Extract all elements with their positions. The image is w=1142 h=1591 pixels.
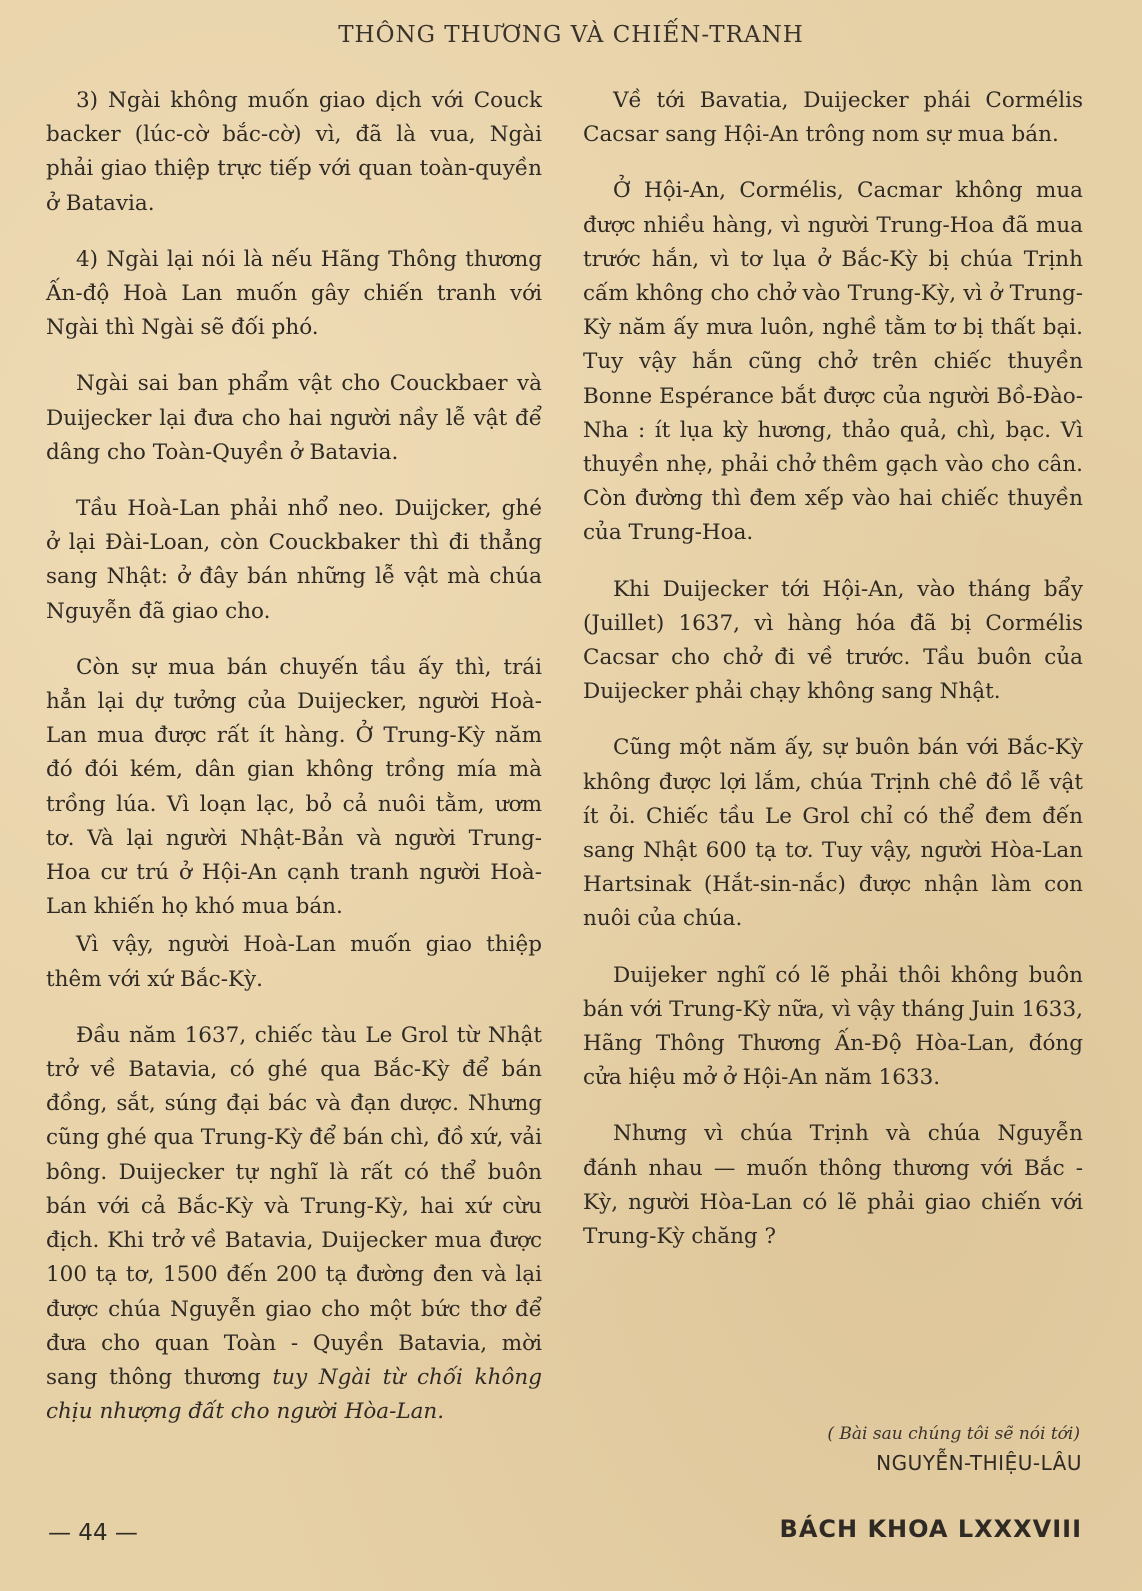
paragraph: 4) Ngài lại nói là nếu Hãng Thông thương Ấn-độ Hoà Lan muốn gây chiến tranh với Ngài thì Ngài sẽ đối phó.: [46, 246, 542, 341]
paragraph: 3) Ngài không muốn giao dịch với Couck backer (lúc-cờ bắc-cờ) vì, đã là vua, Ngài phải giao thiệp trực tiếp với quan toàn-quyền ở Batavia.: [46, 88, 542, 216]
paragraph: Duijeker nghĩ có lẽ phải thôi không buôn bán với Trung-Kỳ nữa, vì vậy tháng Juin 1633, Hãng Thông Thương Ấn-Độ Hòa-Lan, đóng cửa hiệu mở ở Hội-An năm 1633.: [583, 962, 1083, 1091]
paragraph: Tầu Hoà-Lan phải nhổ neo. Duijcker, ghé ở lại Đài-Loan, còn Couckbaker thì đi thẳng sang Nhật: ở đây bán những lễ vật mà chúa Nguyễn đã giao cho.: [46, 496, 542, 624]
running-title: THÔNG THƯƠNG VÀ CHIẾN-TRANH: [338, 22, 804, 48]
left-column: [46, 84, 542, 1451]
right-column: [583, 84, 1083, 1276]
paragraph: Khi Duijecker tới Hội-An, vào tháng bẩy (Juillet) 1637, vì hàng hóa đã bị Cormélis Cacsar cho chở đi về trước. Tầu buôn của Duijecker phải chạy không sang Nhật.: [583, 576, 1083, 705]
continuation-note: ( Bài sau chúng tôi sẽ nói tới): [827, 1424, 1080, 1444]
paragraph: Về tới Bavatia, Duijecker phái Cormélis Cacsar sang Hội-An trông nom sự mua bán.: [583, 88, 1083, 148]
paragraph-text: Đầu năm 1637, chiếc tàu Le Grol từ Nhật trở về Batavia, có ghé qua Bắc-Kỳ để bán đồng, sắt, súng đại bác và đạn dược. Nhưng cũng ghé qua Trung-Kỳ để bán chì, đồ xứ, vải bông. Duijecker tự nghĩ là rất có thể buôn bán với cả Bắc-Kỳ và Trung-Kỳ, hai xứ cừu địch. Khi trở về Batavia, Duijecker mua được 100 tạ tơ, 1500 đến 200 tạ đường đen và lại được chúa Nguyễn giao cho một bức thơ để đưa cho quan Toàn - Quyền Batavia, mời sang thông thương: [46, 1022, 542, 1390]
paragraph-with-italic-ending: [46, 1019, 542, 1429]
paragraph: Nhưng vì chúa Trịnh và chúa Nguyễn đánh nhau — muốn thông thương với Bắc - Kỳ, người Hòa-Lan có lẽ phải giao chiến với Trung-Kỳ chăng ?: [583, 1121, 1083, 1250]
journal-issue: BÁCH KHOA LXXXVIII: [779, 1515, 1082, 1543]
paragraph: Còn sự mua bán chuyến tầu ấy thì, trái hẳn lại dự tưởng của Duijecker, người Hoà-Lan mua được rất ít hàng. Ở Trung-Kỳ năm đó đói kém, dân gian không trồng mía mà trồng lúa. Vì loạn lạc, bỏ cả nuôi tằm, ươm tơ. Và lại người Nhật-Bản và người Trung-Hoa cư trú ở Hội-An cạnh tranh người Hoà-Lan khiến họ khó mua bán.: [46, 654, 542, 920]
author-byline: NGUYỄN-THIỆU-LÂU: [876, 1451, 1082, 1475]
italic-phrase: tuy Ngài từ chối không chịu nhượng đất cho người Hòa-Lan.: [46, 1364, 542, 1425]
paragraph: Ở Hội-An, Cormélis, Cacmar không mua được nhiều hàng, vì người Trung-Hoa đã mua trước hắn, vì tơ lụa ở Bắc-Kỳ bị chúa Trịnh cấm không cho chở vào Trung-Kỳ, vì ở Trung-Kỳ năm ấy mưa luôn, nghề tằm tơ bị thất bại. Tuy vậy hắn cũng chở trên chiếc thuyền Bonne Espérance bắt được của người Bồ-Đào-Nha : ít lụa kỳ hương, thảo quả, chì, bạc. Vì thuyền nhẹ, phải chở thêm gạch vào cho cân. Còn đường thì đem xếp vào hai chiếc thuyền của Trung-Hoa.: [583, 178, 1083, 546]
paragraph: Cũng một năm ấy, sự buôn bán với Bắc-Kỳ không được lợi lắm, chúa Trịnh chê đồ lễ vật ít ỏi. Chiếc tầu Le Grol chỉ có thể đem đến sang Nhật 600 tạ tơ. Tuy vậy, người Hòa-Lan Hartsinak (Hắt-sin-nắc) được nhận làm con nuôi của chúa.: [583, 735, 1083, 932]
paragraph: Vì vậy, người Hoà-Lan muốn giao thiệp thêm với xứ Bắc-Kỳ.: [46, 932, 542, 992]
page-number: — 44 —: [48, 1520, 138, 1546]
paragraph: Ngài sai ban phẩm vật cho Couckbaer và Duijecker lại đưa cho hai người nầy lễ vật để dâng cho Toàn-Quyền ở Batavia.: [46, 371, 542, 465]
